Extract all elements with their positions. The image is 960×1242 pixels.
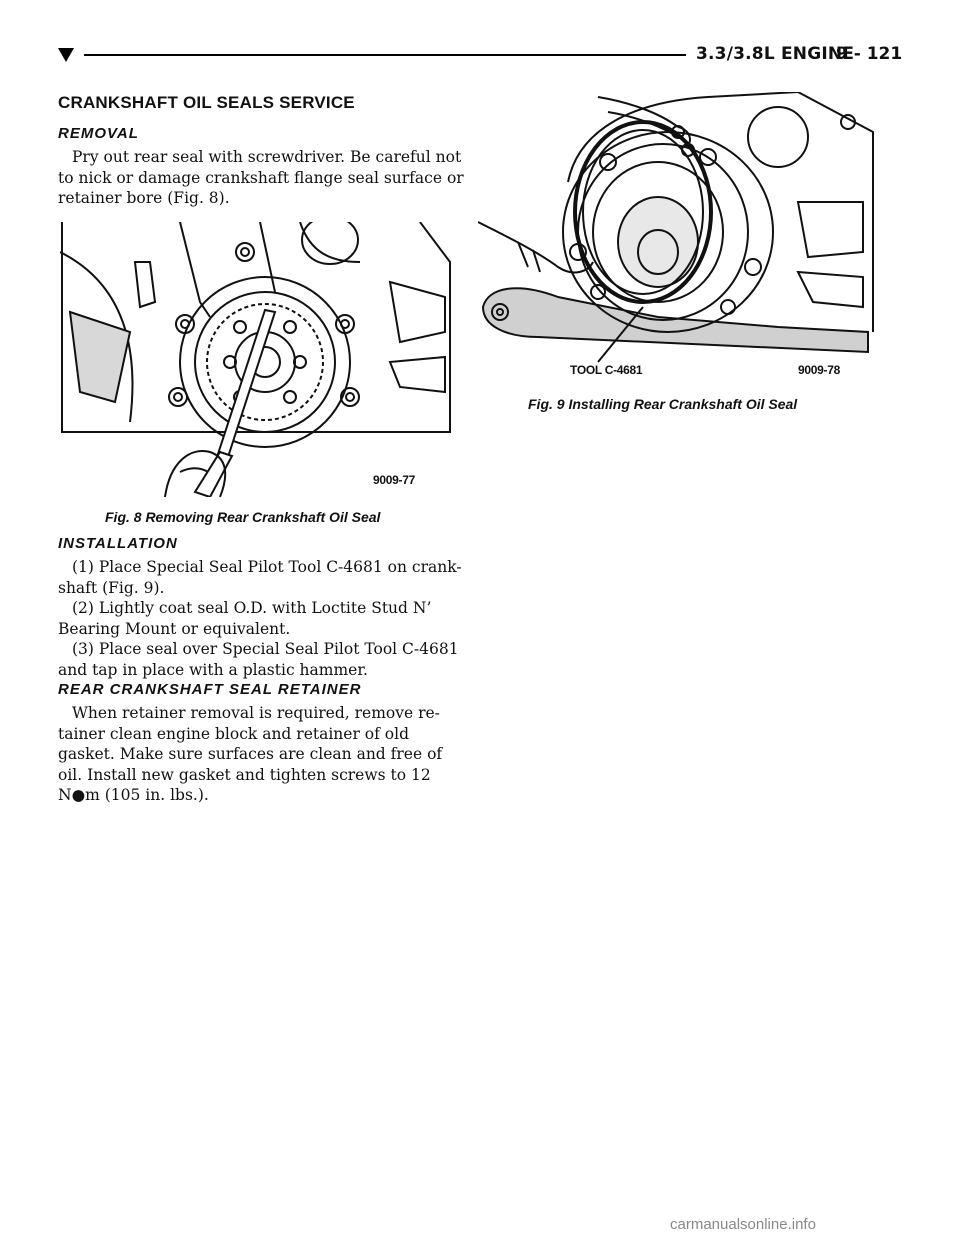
header-title: 3.3/3.8L ENGINE [696, 44, 855, 64]
installation-heading: INSTALLATION [58, 535, 178, 552]
figure-9-label: 9009-78 [798, 363, 840, 377]
retainer-heading: REAR CRANKSHAFT SEAL RETAINER [58, 681, 362, 698]
header-rule [84, 54, 686, 56]
figure-8-illustration [60, 222, 465, 497]
retainer-text-block [58, 703, 468, 806]
figure-8-caption: Fig. 8 Removing Rear Crankshaft Oil Seal [105, 509, 381, 525]
removal-text: Pry out rear seal with screwdriver. Be careful not to nick or damage crankshaft flange seal surface or retainer bore (Fig. 8). [58, 148, 464, 207]
page-number: 9 - 121 [836, 44, 903, 64]
installation-step: (2) Lightly coat seal O.D. with Loctite Stud N’ Bearing Mount or equivalent. [58, 599, 432, 638]
figure-8-label: 9009-77 [373, 473, 415, 487]
figure-9-caption: Fig. 9 Installing Rear Crankshaft Oil Seal [528, 396, 798, 412]
watermark: carmanualsonline.info [670, 1216, 816, 1233]
retainer-text: When retainer removal is required, remove re-tainer clean engine block and retainer of old gasket. Make sure surfaces are clean and free of oil. Install new gasket and tighten screws to 12 N●m (105 in. lbs.). [58, 704, 443, 804]
installation-step: (3) Place seal over Special Seal Pilot Tool C-4681 and tap in place with a plastic hammer. [58, 640, 459, 679]
section-title: CRANKSHAFT OIL SEALS SERVICE [58, 93, 355, 112]
page-header [58, 44, 903, 68]
removal-heading: REMOVAL [58, 125, 139, 142]
figure-9-illustration [478, 92, 878, 387]
installation-step: (1) Place Special Seal Pilot Tool C-4681 on crank-shaft (Fig. 9). [58, 558, 462, 597]
removal-text-block [58, 147, 468, 209]
figure-9-tool-label: TOOL C-4681 [570, 363, 643, 377]
triangle-marker-icon [58, 48, 74, 62]
installation-steps [58, 557, 468, 680]
